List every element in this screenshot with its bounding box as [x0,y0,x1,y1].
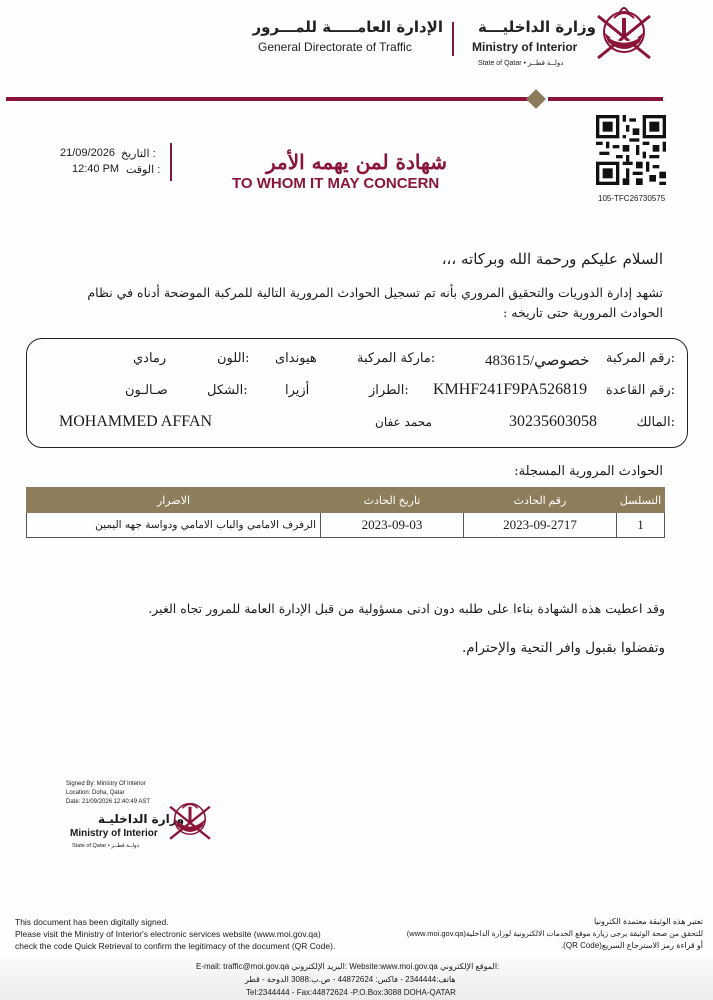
owner-name-arabic: محمد عفان [375,415,432,429]
owner-id: 30235603058 [509,413,597,430]
intro-line-1: تشهد إدارة الدوريات والتحقيق المروري بأنه تم تسجيل الحوادث المرورية التالية للمركبة الموضحة أدناه في نظام [87,285,663,300]
state-line: State of Qatar • دولــة قطــر [478,60,564,67]
shape-label: الشكل: [207,383,248,398]
date-row: 21/09/2026 [60,147,116,159]
date-label: التاريخ : [121,148,156,160]
color-label: اللون: [217,351,250,366]
make-label: ماركة المركبة: [357,351,436,366]
col-damages: الاضرار [27,488,321,513]
plate-value: خصوصي/483615 [485,353,590,369]
cell-accident-date: 2023-09-03 [321,513,464,538]
footer-en-1: This document has been digitally signed. [15,917,169,927]
col-accident-no: رقم الحادث [464,488,617,513]
accidents-table [26,487,665,538]
signed-by: Signed By: Ministry Of Interior [66,781,146,787]
table-header-row [27,488,665,513]
sign-moi-arabic: وزارة الداخليـة [98,812,185,826]
cell-serial: 1 [617,513,665,538]
color-value: رمادي [133,351,167,366]
cell-damages: الرفرف الامامي والباب الامامي ودواسة جهه اليمين [27,513,321,538]
footer-ar-2: للتحقق من صحة الوثيقة يرجى زيارة موقع الخدمات الالكترونية لوزارة الداخلية(www.moi.gov.qa) [406,929,703,938]
qr-code [596,115,666,185]
moi-arabic: وزارة الداخليـــة [478,18,596,36]
reference-code: 105-TFC26730575 [598,194,666,203]
closing-line-1: وقد اعطيت هذه الشهادة بناءا على طلبه دون ادنى مسؤولية من قبل الإدارة العامة للمرور تجاه الغير. [148,601,665,616]
footer-contact-1: E-mail: traffic@moi.gov.qa البريد الإلكتروني: Website:www.moi.gov.qa الموقع الإلكتروني: [196,962,500,971]
owner-name-english: MOHAMMED AFFAN [59,413,213,430]
gdt-english: General Directorate of Traffic [258,40,412,54]
time-label: الوقت : [126,164,161,176]
model-value: أزيرا [285,383,310,398]
greeting: السلام عليكم ورحمة الله وبركاته ،،، [441,250,663,268]
sign-state: State of Qatar • دولــة قطــر [72,843,140,849]
signature-emblem-icon [164,796,216,848]
shape-value: صـالـون [125,383,168,398]
header-diamond [526,89,546,109]
moi-english: Ministry of Interior [472,40,578,54]
footer-contact-2: هاتف:2344444 - فاكس: 44872624 - ص.ب:3088 الدوحة - قطر [245,975,456,984]
make-value: هيونداى [275,351,317,366]
meta-divider [170,143,172,181]
header-divider [452,22,454,56]
footer-en-3: check the code Quick Retrieval to confirm the legitimacy of the document (QR Code). [15,941,336,951]
col-serial: التسلسل [617,488,665,513]
cell-accident-no: 2023-09-2717 [464,513,617,538]
vehicle-info-box [26,338,688,448]
sign-date: Date: 21/09/2026 12:40:49 AST [66,799,151,805]
title-english: TO WHOM IT MAY CONCERN [232,175,440,192]
chassis-label: رقم القاعدة: [605,383,675,398]
intro-line-2: الحوادث المرورية حتى تاريخه : [503,305,663,320]
sign-location: Location: Doha, Qatar [66,790,125,796]
header [0,0,713,110]
footer-contact-3: Tel:2344444 - Fax:44872624 -P.O.Box:3088 DOHA-QATAR [246,988,456,997]
plate-label: رقم المركبة: [605,351,675,366]
title-arabic: شهادة لمن يهمه الأمر [266,150,448,174]
header-rule-right [548,97,663,101]
gdt-arabic: الإدارة العامـــــة للمـــرور [252,18,443,36]
col-accident-date: تاريخ الحادث [321,488,464,513]
header-rule-left [6,97,528,101]
time-value: 12:40 PM [72,163,120,175]
footer-en-2: Please visit the Ministry of Interior's electronic services website (www.moi.gov.qa) [15,929,321,939]
table-row [27,513,665,538]
qatar-emblem-icon [590,2,658,70]
model-label: الطراز: [369,383,409,398]
owner-label: المالك: [636,415,675,430]
footer-ar-3: أو قراءة رمز الاسترجاع السريع(QR Code). [560,941,703,950]
sign-moi-english: Ministry of Interior [70,828,158,839]
footer-ar-1: تعتبر هذه الوثيقة معتمدة الكترونيا [593,917,703,926]
closing-line-2: وتفضلوا بقبول وافر التحية والإحترام. [462,640,665,656]
chassis-value: KMHF241F9PA526819 [433,381,588,398]
accidents-title: الحوادث المرورية المسجلة: [514,464,663,479]
